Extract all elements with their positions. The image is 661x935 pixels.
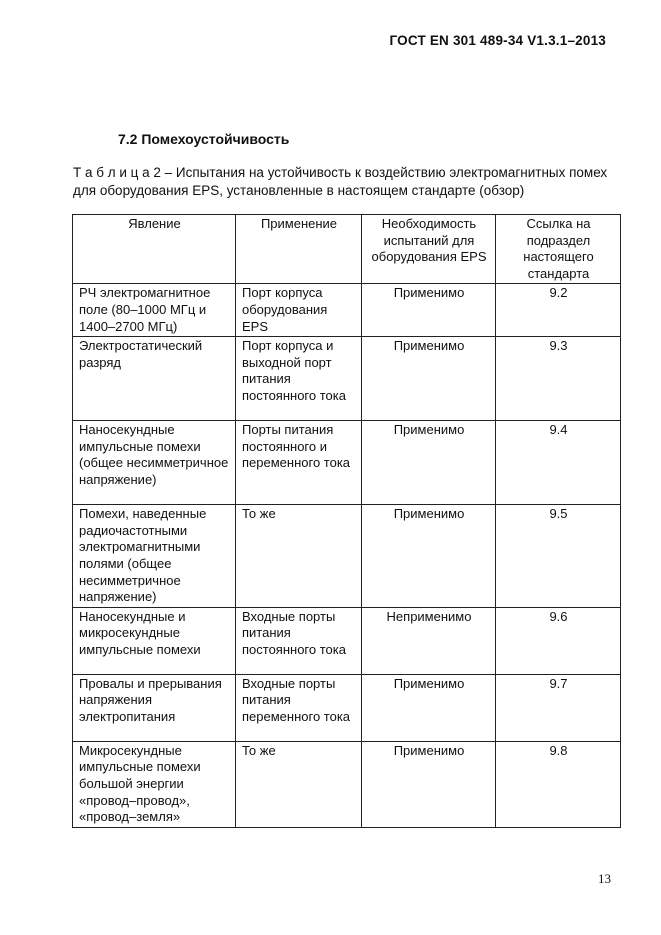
necessity-cell: Применимо [362, 505, 496, 608]
immunity-tests-table [72, 214, 621, 828]
reference-cell: 9.4 [496, 421, 621, 505]
table-caption: Т а б л и ц а 2 – Испытания на устойчивость к воздействию электромагнитных помех для оборудования EPS, установленные в настоящем стандарте (обзор) [73, 165, 608, 198]
reference-cell: 9.5 [496, 505, 621, 608]
reference-cell: 9.3 [496, 337, 621, 421]
application-cell: Порты питания постоянного и переменного тока [236, 421, 362, 505]
table-row [73, 674, 621, 741]
reference-cell: 9.8 [496, 741, 621, 827]
table-row [73, 505, 621, 608]
application-cell: То же [236, 505, 362, 608]
phenomenon-cell: Помехи, наведенные радиочастотными электромагнитными полями (общее несимметричное напряжение) [73, 505, 236, 608]
necessity-cell: Применимо [362, 421, 496, 505]
table-row [73, 421, 621, 505]
phenomenon-cell: Наносекундные импульсные помехи (общее несимметричное напряжение) [73, 421, 236, 505]
document-header: ГОСТ EN 301 489-34 V1.3.1–2013 [389, 33, 606, 48]
necessity-cell: Применимо [362, 284, 496, 337]
necessity-cell: Применимо [362, 337, 496, 421]
necessity-cell: Неприменимо [362, 607, 496, 674]
phenomenon-cell: Провалы и прерывания напряжения электропитания [73, 674, 236, 741]
necessity-cell: Применимо [362, 674, 496, 741]
page-number: 13 [598, 871, 611, 886]
header-phenomenon: Явление [73, 215, 236, 284]
table-row [73, 741, 621, 827]
application-cell: Входные порты питания переменного тока [236, 674, 362, 741]
reference-cell: 9.2 [496, 284, 621, 337]
application-cell: Порт корпуса оборудования EPS [236, 284, 362, 337]
header-test-necessity: Необходимость испытаний для оборудования EPS [362, 215, 496, 284]
header-application: Применение [236, 215, 362, 284]
table-row [73, 337, 621, 421]
table-row [73, 284, 621, 337]
table-row [73, 607, 621, 674]
phenomenon-cell: РЧ электромагнитное поле (80–1000 МГц и 1400–2700 МГц) [73, 284, 236, 337]
application-cell: Входные порты питания постоянного тока [236, 607, 362, 674]
header-subsection-reference: Ссылка на подраздел настоящего стандарта [496, 215, 621, 284]
table-header-row [73, 215, 621, 284]
application-cell: Порт корпуса и выходной порт питания постоянного тока [236, 337, 362, 421]
application-cell: То же [236, 741, 362, 827]
section-title: 7.2 Помехоустойчивость [118, 131, 290, 147]
phenomenon-cell: Наносекундные и микросекундные импульсные помехи [73, 607, 236, 674]
phenomenon-cell: Микросекундные импульсные помехи большой энергии «провод–провод», «провод–земля» [73, 741, 236, 827]
phenomenon-cell: Электростатический разряд [73, 337, 236, 421]
reference-cell: 9.7 [496, 674, 621, 741]
reference-cell: 9.6 [496, 607, 621, 674]
necessity-cell: Применимо [362, 741, 496, 827]
